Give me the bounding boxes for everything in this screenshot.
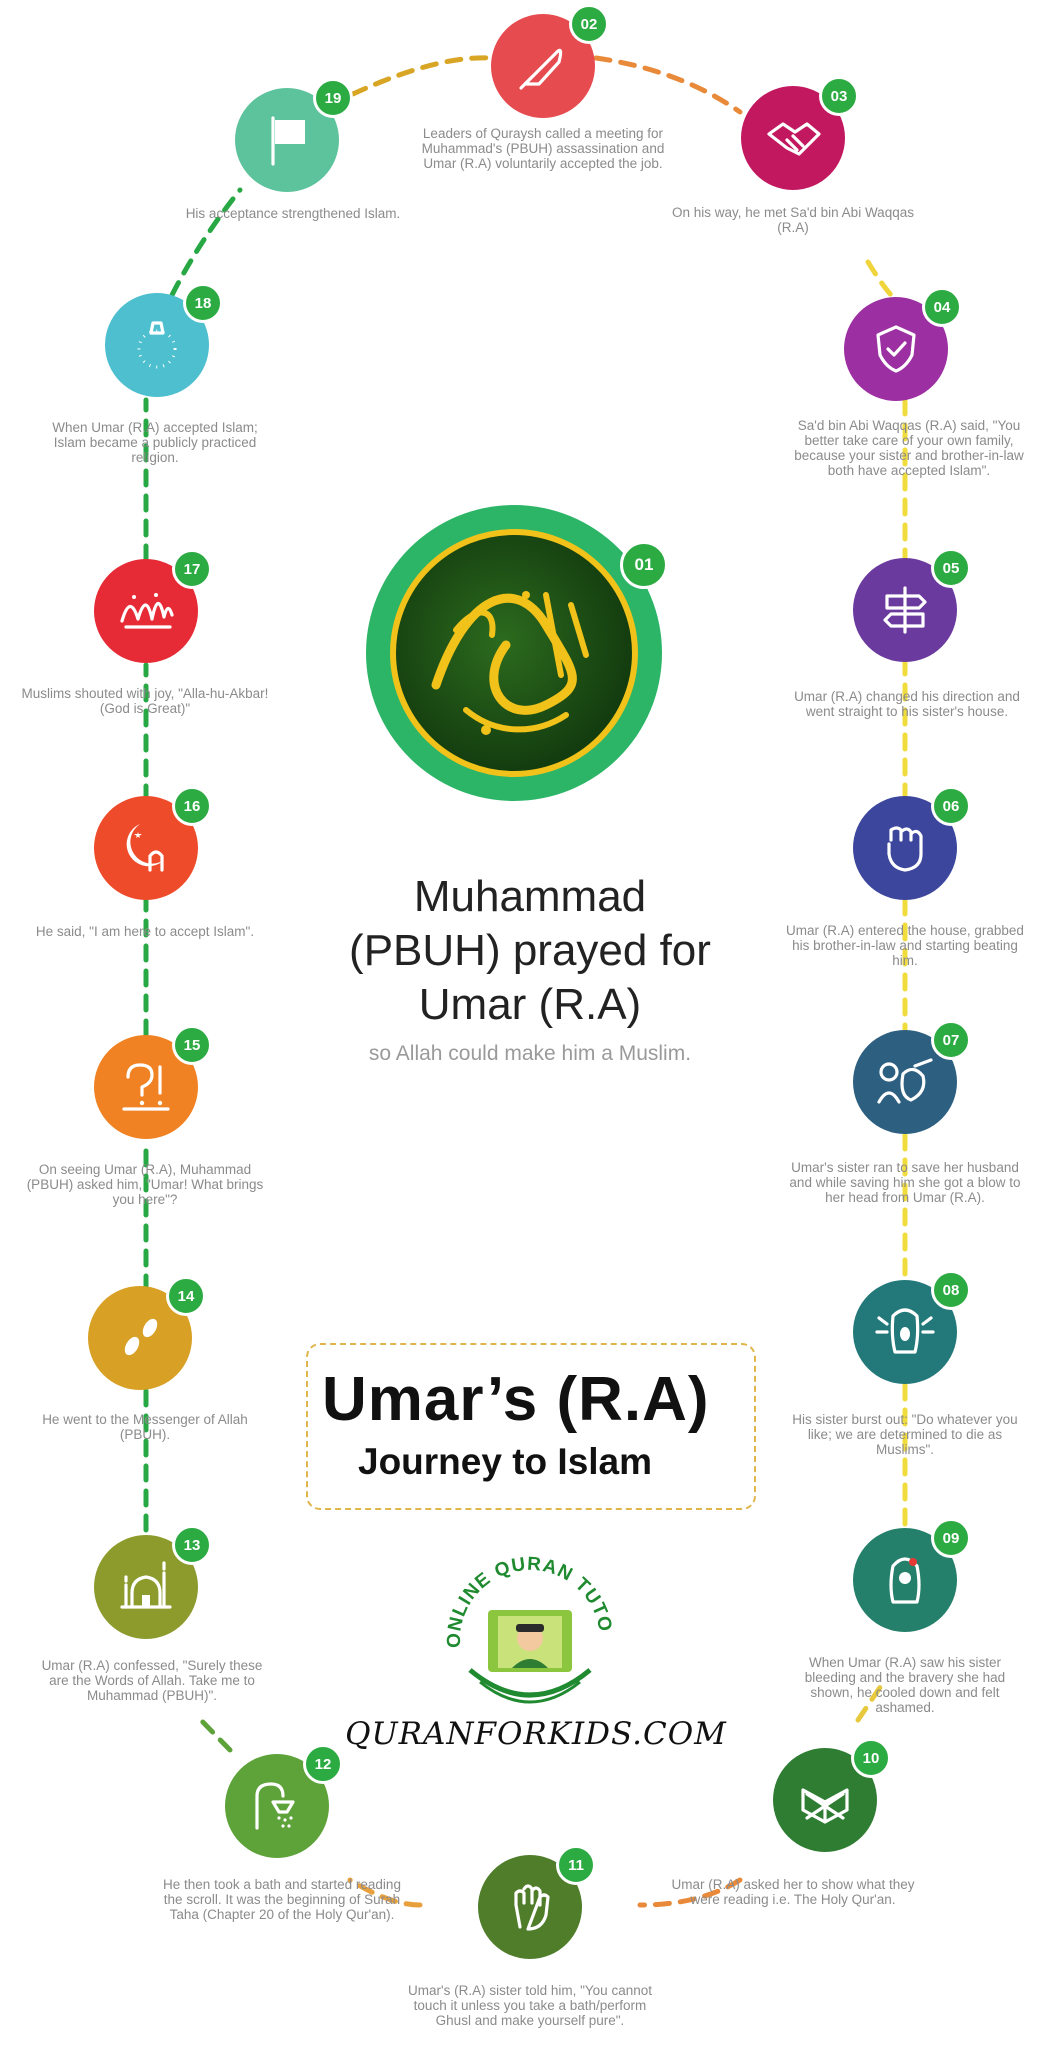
caption-line: were reading i.e. The Holy Qur'an. (690, 1892, 896, 1907)
caption-line: Umar (R.A) changed his direction and (794, 689, 1020, 704)
signpost-icon (873, 578, 937, 642)
stop-hand-icon (498, 1875, 562, 1939)
step-caption (770, 1160, 1040, 1205)
step-badge: 02 (569, 4, 609, 44)
caption-line: touch it unless you take a bath/perform (413, 1998, 647, 2013)
prayer-subtext: so Allah could make him a Muslim. (368, 1042, 692, 1065)
step-badge: 17 (172, 549, 212, 589)
journey-step (773, 1748, 880, 1852)
caption-line: him. (892, 953, 918, 968)
journey-step (94, 1035, 201, 1139)
caption-line: He went to the Messenger of Allah (42, 1412, 248, 1427)
fist-icon (873, 816, 937, 880)
step-badge: 09 (931, 1518, 971, 1558)
prayer-headline (300, 870, 760, 1032)
quran-stand-icon (793, 1768, 857, 1832)
step-caption (10, 1162, 280, 1207)
shield-icon (864, 317, 928, 381)
headline-line: (PBUH) prayed for (349, 926, 711, 975)
step-caption (770, 923, 1040, 968)
umar-calligraphy-emblem (366, 505, 662, 801)
step-caption (10, 1412, 280, 1442)
caption-line: the scroll. It was the beginning of Surah (163, 1892, 401, 1907)
shower-icon (245, 1774, 309, 1838)
path-segment (868, 262, 896, 300)
step-badge: 06 (931, 786, 971, 826)
journey-step (491, 14, 598, 118)
caption-line: (R.A) (777, 220, 809, 235)
journey-step (88, 1286, 195, 1390)
caption-line: He said, "I am here to accept Islam". (35, 924, 255, 939)
caption-line: When Umar (R.A) accepted Islam; (52, 420, 258, 435)
journey-step (853, 558, 960, 662)
caption-line: both have accepted Islam". (827, 463, 991, 478)
path-segment (596, 58, 740, 112)
flag-icon (255, 108, 319, 172)
caption-line: Umar (R.A) entered the house, grabbed (786, 923, 1024, 938)
caption-line: her head from Umar (R.A). (825, 1190, 985, 1205)
step-badge: 11 (556, 1845, 596, 1885)
question-exclamation-icon (114, 1055, 178, 1119)
journey-step (853, 1030, 960, 1134)
step-caption (658, 205, 928, 235)
caption-line: (God is Great)" (99, 701, 191, 716)
caption-line: When Umar (R.A) saw his sister (808, 1655, 1002, 1670)
caption-line: He then took a bath and started reading (163, 1877, 401, 1892)
caption-line: (PBUH) asked him, "Umar! What brings (26, 1177, 264, 1192)
step-caption (17, 1658, 287, 1703)
crescent-mosque-icon (114, 816, 178, 880)
mosque-icon (114, 1555, 178, 1619)
caption-line: Muslims". (875, 1442, 935, 1457)
journey-step (844, 297, 951, 401)
caption-line: Umar (R.A) asked her to show what they (671, 1877, 915, 1892)
caption-line: Islam became a publicly practiced (53, 435, 257, 450)
step-badge: 15 (172, 1025, 212, 1065)
caption-line: On his way, he met Sa'd bin Abi Waqqas (672, 205, 914, 220)
caption-line: (PBUH). (119, 1427, 171, 1442)
arabic-calligraphy-icon (396, 535, 632, 771)
step-badge: 13 (172, 1525, 212, 1565)
journey-step (235, 88, 342, 192)
step-badge: 19 (313, 78, 353, 118)
step-caption (20, 420, 290, 465)
step-badge: 16 (172, 786, 212, 826)
step-badge: 12 (303, 1744, 343, 1784)
title-subtitle: Journey to Islam (358, 1441, 653, 1482)
caption-line: His sister burst out: "Do whatever you (792, 1412, 1018, 1427)
caption-line: his brother-in-law and starting beating (792, 938, 1018, 953)
journey-step (478, 1855, 582, 1959)
step-badge: 05 (931, 548, 971, 588)
step-caption (147, 1877, 417, 1922)
footsteps-icon (108, 1306, 172, 1370)
journey-step (741, 86, 848, 190)
site-url: QURANFORKIDS.COM (345, 1716, 727, 1752)
headline-line: Umar (R.A) (418, 980, 642, 1029)
caption-line: you here"? (112, 1192, 178, 1207)
caption-line: Umar's sister ran to save her husband (791, 1160, 1019, 1175)
caption-line: On seeing Umar (R.A), Muhammad (38, 1162, 252, 1177)
journey-step (105, 293, 212, 397)
journey-step (853, 796, 960, 900)
step-badge: 04 (922, 287, 962, 327)
step-badge: 07 (931, 1020, 971, 1060)
journey-step (94, 1535, 201, 1639)
online-quran-tutor-logo (440, 1540, 620, 1715)
caption-line: went straight to his sister's house. (805, 704, 1009, 719)
calligraphy-medallion (390, 529, 638, 777)
step-caption (772, 689, 1042, 719)
step-badge: 18 (183, 283, 223, 323)
path-segment (330, 58, 490, 105)
caption-line: shown, he cooled down and felt (810, 1685, 1000, 1700)
caption-line: Umar's (R.A) sister told him, "You cannot (408, 1983, 652, 1998)
shouting-woman-icon (873, 1300, 937, 1364)
caption-line: Taha (Chapter 20 of the Holy Qur'an). (169, 1907, 395, 1922)
caption-line: Umar (R.A) voluntarily accepted the job. (423, 156, 663, 171)
caption-line: better take care of your own family, (804, 433, 1014, 448)
caption-line: and while saving him she got a blow to (789, 1175, 1021, 1190)
step-badge: 10 (851, 1738, 891, 1778)
caption-line: Umar (R.A) confessed, "Surely these (41, 1658, 263, 1673)
logo-text: ONLINE QURAN TUTO (443, 1553, 616, 1648)
bleeding-woman-icon (873, 1548, 937, 1612)
caption-line: His acceptance strengthened Islam. (185, 206, 401, 221)
step-badge: 01 (620, 541, 668, 589)
step-badge: 03 (819, 76, 859, 116)
caption-line: bleeding and the bravery she had (804, 1670, 1006, 1685)
caption-line: because your sister and brother-in-law (794, 448, 1024, 463)
headline-line: Muhammad (413, 872, 647, 921)
caption-line: religion. (131, 450, 179, 465)
caption-line: are the Words of Allah. Take me to (49, 1673, 255, 1688)
title-box (306, 1343, 756, 1510)
step-caption (10, 924, 280, 939)
journey-step (94, 559, 201, 663)
journey-step (225, 1754, 332, 1858)
step-badge: 08 (931, 1270, 971, 1310)
title-main: Umar’s (R.A) (322, 1365, 710, 1434)
step-caption (158, 206, 428, 221)
caption-line: Muslims shouted with joy, "Alla-hu-Akbar! (21, 686, 269, 701)
step-caption (658, 1877, 928, 1907)
knife-icon (511, 34, 575, 98)
caption-line: like; we are determined to die as (807, 1427, 1003, 1442)
path-segment (196, 1715, 230, 1750)
caption-line: Sa'd bin Abi Waqqas (R.A) said, "You (797, 418, 1021, 433)
caption-line: Muhammad (PBUH)". (86, 1688, 218, 1703)
handshake-icon (761, 106, 825, 170)
step-caption (10, 686, 280, 716)
journey-step (853, 1528, 960, 1632)
step-caption (770, 1412, 1040, 1457)
struggle-icon (873, 1050, 937, 1114)
journey-step (853, 1280, 960, 1384)
caption-line: Ghusl and make yourself pure". (435, 2013, 625, 2028)
caption-line: Muhammad's (PBUH) assassination and (421, 141, 665, 156)
prayer-beads-icon (125, 313, 189, 377)
caption-line: ashamed. (875, 1700, 935, 1715)
calligraphy-icon (114, 579, 178, 643)
step-caption (774, 418, 1044, 478)
step-caption (395, 1983, 665, 2028)
step-caption (408, 126, 678, 171)
step-badge: 14 (166, 1276, 206, 1316)
step-caption (770, 1655, 1040, 1715)
journey-step (94, 796, 201, 900)
caption-line: Leaders of Quraysh called a meeting for (422, 126, 664, 141)
